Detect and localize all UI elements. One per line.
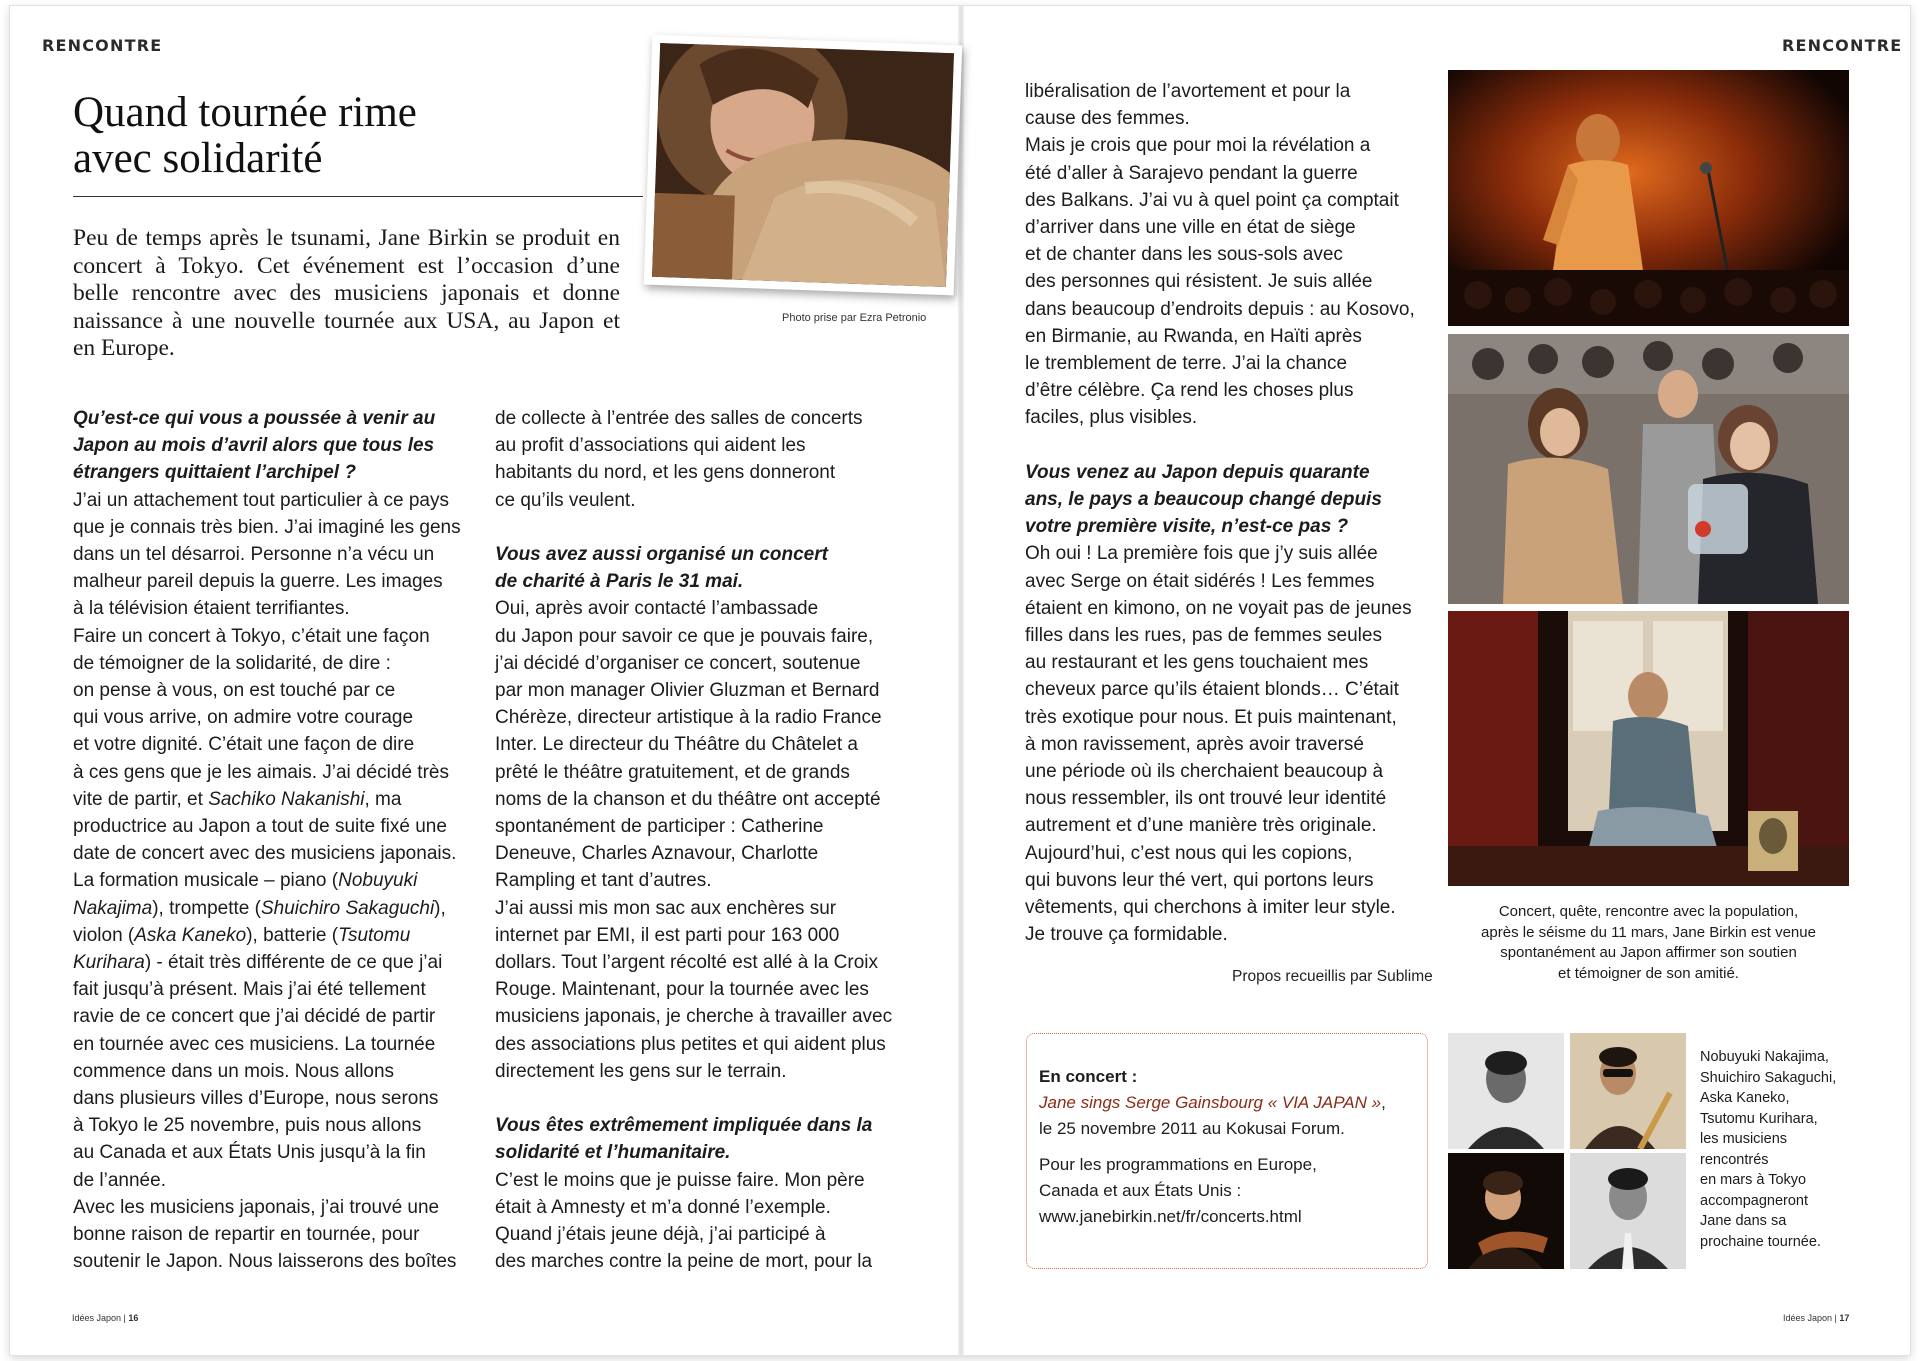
- answer-3-line: des marches contre la peine de mort, pour la: [495, 1251, 873, 1273]
- musician-3-illustration: [1448, 1153, 1564, 1269]
- musician-4-illustration: [1570, 1153, 1686, 1269]
- concert-url[interactable]: www.janebirkin.net/fr/concerts.html: [1039, 1207, 1302, 1226]
- answer-line: de collecte à l’entrée des salles de concerts: [495, 408, 863, 429]
- folio-page-number: 16: [128, 1313, 139, 1323]
- question-4: [1025, 459, 1430, 541]
- answer-1-line: on pense à vous, on est touché par ce: [73, 680, 396, 702]
- musician-portrait-2: [1570, 1033, 1686, 1149]
- name-aska: Aska Kaneko: [134, 924, 247, 946]
- answer-line: habitants du nord, et les gens donneront: [495, 462, 836, 484]
- answer-1-line: que je connais très bien. J’ai imaginé les gens: [73, 516, 461, 538]
- portrait-polaroid: [644, 35, 963, 296]
- answer-2-line: Rampling et tant d’autres.: [495, 870, 712, 892]
- question-3-line-2: solidarité et l’humanitaire.: [495, 1142, 731, 1164]
- answer-1-line: qui vous arrive, on admire votre courage: [73, 707, 414, 729]
- answer-line: cause des femmes.: [1025, 108, 1190, 130]
- answer-4-line: avec Serge on était sidérés ! Les femmes: [1025, 570, 1375, 592]
- answer-4-line: Oh oui ! La première fois que j’y suis allée: [1025, 543, 1378, 565]
- name-sachiko: Sachiko Nakanishi: [208, 788, 365, 810]
- question-1-line-2: Japon au mois d’avril alors que tous les: [73, 435, 435, 457]
- musician-portrait-1: [1448, 1033, 1564, 1149]
- answer-3: [495, 1167, 900, 1276]
- name-nakajima: Nakajima: [73, 897, 153, 919]
- title-line-2: avec solidarité: [73, 135, 323, 182]
- answer-4-line: une période où ils cherchaient beaucoup à: [1025, 761, 1384, 783]
- answer-1-line: ), batterie (: [246, 924, 339, 946]
- answer-1-line: violon (: [73, 924, 135, 946]
- answer-line: des Balkans. J’ai vu à quel point ça comptait: [1025, 189, 1399, 211]
- caption-line: et témoigner de son amitié.: [1558, 964, 1739, 982]
- title-line-1: Quand tournée rime: [73, 89, 417, 136]
- paragraph-gap: [1025, 432, 1430, 459]
- answer-line: et de chanter dans les sous-sols avec: [1025, 244, 1343, 266]
- answer-2-line: Oui, après avoir contacté l’ambassade: [495, 598, 819, 620]
- photos-caption: [1448, 902, 1849, 984]
- answer-4-line: qui buvons leur thé vert, qui portons leurs: [1025, 869, 1374, 891]
- answer-1-line: ravie de ce concert que j’ai décidé de partir: [73, 1006, 436, 1028]
- answer-1-line: , ma: [364, 788, 402, 810]
- answer-2-line: des associations plus petites et qui aident plus: [495, 1033, 886, 1055]
- answer-1-line: Faire un concert à Tokyo, c’était une façon: [73, 625, 430, 647]
- answer-1-line: productrice au Japon a tout de suite fixé une: [73, 816, 447, 838]
- answer-line: été d’aller à Sarajevo pendant la guerre: [1025, 162, 1358, 184]
- answer-3-continued: [1025, 78, 1430, 432]
- musician-portrait-4: [1570, 1153, 1686, 1269]
- question-4-line-2: ans, le pays a beaucoup changé depuis: [1025, 489, 1382, 511]
- section-label-right: RENCONTRE: [1782, 36, 1903, 55]
- answer-1-line: commence dans un mois. Nous allons: [73, 1060, 395, 1082]
- answer-1-line: à la télévision étaient terrifiantes.: [73, 598, 350, 620]
- answer-1-line: J’ai un attachement tout particulier à ce pays: [73, 489, 449, 511]
- article-column-1: [73, 405, 473, 1276]
- question-1-line-3: étrangers quittaient l’archipel ?: [73, 462, 356, 484]
- musicians-caption-line: Shuichiro Sakaguchi,: [1700, 1069, 1837, 1086]
- answer-1-line: bonne raison de repartir en tournée, pour: [73, 1224, 420, 1246]
- answer-1-line: dans un tel désarroi. Personne n’a vécu un: [73, 544, 435, 566]
- title-rule: [73, 196, 643, 197]
- answer-1-line: à ces gens que je les aimais. J’ai décidé très: [73, 761, 449, 783]
- answer-4-line: à mon ravissement, après avoir traversé: [1025, 733, 1364, 755]
- concert-show-suffix: ,: [1381, 1093, 1386, 1112]
- answer-line: d’être célèbre. Ça rend les choses plus: [1025, 380, 1354, 402]
- musicians-caption-line: Nobuyuki Nakajima,: [1700, 1049, 1829, 1065]
- answer-1: [73, 487, 473, 1276]
- answer-3-line: Quand j’étais jeune déjà, j’ai participé à: [495, 1224, 826, 1246]
- answer-line: faciles, plus visibles.: [1025, 407, 1198, 429]
- answer-1-line: ),: [434, 897, 446, 919]
- answer-4-line: Aujourd’hui, c’est nous qui les copions,: [1025, 842, 1353, 864]
- folio-page-number: 17: [1839, 1313, 1850, 1323]
- question-2-line-2: de charité à Paris le 31 mai.: [495, 571, 744, 593]
- answer-4-line: cheveux parce qu’ils étaient blonds… C’était: [1025, 679, 1399, 701]
- answer-2-line: du Japon pour savoir ce que je pouvais faire,: [495, 625, 874, 647]
- answer-line: le tremblement de terre. J’ai la chance: [1025, 353, 1348, 375]
- concert-show-title: Jane sings Serge Gainsbourg « VIA JAPAN »: [1039, 1093, 1382, 1112]
- page-gutter: [958, 6, 964, 1355]
- caption-line: spontanément au Japon affirmer son soutien: [1500, 944, 1797, 961]
- answer-2-line: internet par EMI, il est parti pour 163 000: [495, 924, 840, 946]
- street-collection-illustration: [1448, 334, 1849, 604]
- answer-line: d’arriver dans une ville en état de siège: [1025, 217, 1356, 239]
- question-3-line-1: Vous êtes extrêmement impliquée dans la: [495, 1115, 873, 1137]
- question-3: [495, 1112, 900, 1166]
- musicians-caption-line: Jane dans sa: [1700, 1213, 1787, 1229]
- concert-info-line-1: Pour les programmations en Europe,: [1039, 1155, 1317, 1174]
- musician-2-illustration: [1570, 1033, 1686, 1149]
- answer-4-line: étaient en kimono, on ne voyait pas de jeunes: [1025, 597, 1412, 619]
- answer-1-line: de l’année.: [73, 1169, 166, 1191]
- musicians-caption-line: rencontrés: [1700, 1151, 1769, 1168]
- concert-stage-illustration: [1448, 70, 1849, 326]
- answer-1-line: La formation musicale – piano (: [73, 870, 339, 892]
- musicians-caption-line: Tsutomu Kurihara,: [1700, 1110, 1818, 1127]
- answer-2: [495, 595, 900, 1085]
- musicians-caption: [1700, 1047, 1848, 1252]
- answer-line: dans beaucoup d’endroits depuis : au Kosovo,: [1025, 298, 1415, 320]
- answer-3-line: C’est le moins que je puisse faire. Mon père: [495, 1169, 865, 1191]
- answer-1-line: malheur pareil depuis la guerre. Les images: [73, 571, 443, 593]
- question-1-line-1: Qu’est-ce qui vous a poussée à venir au: [73, 408, 436, 429]
- concert-stage-photo: [1448, 70, 1849, 326]
- interview-byline: Propos recueillis par Sublime: [1232, 968, 1433, 985]
- answer-line: Mais je crois que pour moi la révélation a: [1025, 135, 1371, 157]
- name-kurihara: Kurihara: [73, 952, 145, 974]
- folio-right: [1783, 1313, 1849, 1323]
- photo-credit: Photo prise par Ezra Petronio: [782, 312, 927, 324]
- answer-2-line: par mon manager Olivier Gluzman et Bernard: [495, 680, 880, 702]
- concert-info-box: [1026, 1033, 1428, 1269]
- answer-line: des personnes qui résistent. Je suis allée: [1025, 271, 1373, 293]
- answer-2-line: musiciens japonais, je cherche à travailler avec: [495, 1006, 893, 1028]
- answer-1-line: au Canada et aux États Unis jusqu’à la fin: [73, 1142, 426, 1164]
- answer-line: libéralisation de l’avortement et pour la: [1025, 81, 1351, 102]
- answer-4-line: Je trouve ça formidable.: [1025, 924, 1228, 946]
- answer-1-line: ), trompette (: [152, 897, 261, 919]
- concert-info-line-2: Canada et aux États Unis :: [1039, 1181, 1242, 1200]
- answer-2-line: j’ai décidé d’organiser ce concert, soutenue: [495, 652, 861, 674]
- question-4-line-3: votre première visite, n’est-ce pas ?: [1025, 516, 1349, 538]
- portrait-photo-illustration: [652, 43, 954, 287]
- answer-line: ce qu’ils veulent.: [495, 489, 636, 511]
- question-2: [495, 541, 900, 595]
- article-title: [73, 90, 633, 182]
- caption-line: après le séisme du 11 mars, Jane Birkin est venue: [1481, 923, 1816, 941]
- paragraph-gap: [495, 514, 900, 541]
- answer-2-line: Inter. Le directeur du Théâtre du Châtelet a: [495, 734, 858, 756]
- musicians-caption-line: prochaine tournée.: [1700, 1233, 1821, 1250]
- question-1: [73, 405, 473, 487]
- article-column-3: [1025, 78, 1430, 948]
- folio-left: [72, 1313, 138, 1323]
- answer-2-line: prêté le théâtre gratuitement, et de grands: [495, 761, 850, 783]
- answer-4-line: filles dans les rues, pas de femmes seules: [1025, 625, 1382, 647]
- answer-1-line: à Tokyo le 25 novembre, puis nous allons: [73, 1115, 422, 1137]
- caption-line: Concert, quête, rencontre avec la population,: [1498, 903, 1799, 920]
- answer-1-line: Avec les musiciens japonais, j’ai trouvé une: [73, 1196, 440, 1218]
- article-intro: Peu de temps après le tsunami, Jane Birkin se produit en concert à Tokyo. Cet événement est l’occasion d’une belle rencontre avec des musiciens japonais et donne naissance à une nouvelle tournée aux USA, au Japon et en Europe.: [73, 225, 620, 361]
- answer-1-line: en tournée avec ces musiciens. La tournée: [73, 1033, 436, 1055]
- folio-magazine: Idées Japon |: [72, 1313, 126, 1323]
- name-nobuyuki: Nobuyuki: [338, 870, 418, 892]
- section-label-left: RENCONTRE: [42, 36, 163, 55]
- folio-magazine: Idées Japon |: [1783, 1313, 1837, 1323]
- answer-1-line: et votre dignité. C’était une façon de dire: [73, 734, 415, 756]
- answer-4-line: vêtements, qui cherchons à imiter leur style.: [1025, 897, 1396, 919]
- street-collection-photo: [1448, 334, 1849, 604]
- article-column-2: [495, 405, 900, 1275]
- answer-2-line: Chérèze, directeur artistique à la radio France: [495, 707, 882, 729]
- paragraph-gap: [495, 1085, 900, 1112]
- answer-2-line: noms de la chanson et du théâtre ont accepté: [495, 788, 881, 810]
- answer-line: en Birmanie, au Rwanda, en Haïti après: [1025, 325, 1362, 347]
- portrait-photo: [652, 43, 954, 287]
- answer-4-line: au restaurant et les gens touchaient mes: [1025, 652, 1369, 674]
- musicians-caption-line: les musiciens: [1700, 1131, 1788, 1147]
- concert-date: le 25 novembre 2011 au Kokusai Forum.: [1039, 1119, 1345, 1138]
- musician-portrait-3: [1448, 1153, 1564, 1269]
- concert-box-spacer: [1039, 1142, 1415, 1152]
- answer-1-line: fait jusqu’à présent. Mais j’ai été tellement: [73, 979, 426, 1001]
- concert-box-title: En concert :: [1039, 1067, 1138, 1086]
- answer-4-line: très exotique pour nous. Et puis maintenant,: [1025, 706, 1397, 728]
- answer-1-line: date de concert avec des musiciens japonais.: [73, 843, 457, 865]
- answer-2-line: dollars. Tout l’argent récolté est allé à la Croix: [495, 952, 879, 974]
- question-4-line-1: Vous venez au Japon depuis quarante: [1025, 461, 1370, 483]
- answer-4: [1025, 540, 1430, 948]
- answer-1-line: de témoigner de la solidarité, de dire :: [73, 652, 391, 674]
- window-portrait-photo: [1448, 611, 1849, 886]
- answer-1-line: dans plusieurs villes d’Europe, nous serons: [73, 1088, 439, 1110]
- musicians-caption-line: en mars à Tokyo: [1700, 1172, 1807, 1188]
- name-tsutomu: Tsutomu: [338, 924, 411, 946]
- answer-1-line: ) - était très différente de ce que j’ai: [144, 952, 443, 974]
- window-portrait-illustration: [1448, 611, 1849, 886]
- answer-2-line: spontanément de participer : Catherine: [495, 816, 824, 838]
- answer-1-continued: [495, 405, 900, 514]
- musicians-caption-line: Aska Kaneko,: [1700, 1090, 1790, 1106]
- answer-4-line: autrement et d’une manière très originale.: [1025, 815, 1377, 837]
- musicians-caption-line: accompagneront: [1700, 1192, 1809, 1209]
- answer-2-line: directement les gens sur le terrain.: [495, 1060, 787, 1082]
- name-shuichiro: Shuichiro Sakaguchi: [260, 897, 435, 919]
- question-2-line-1: Vous avez aussi organisé un concert: [495, 544, 828, 565]
- answer-line: au profit d’associations qui aident les: [495, 435, 806, 457]
- answer-4-line: nous ressembler, ils ont trouvé leur identité: [1025, 788, 1387, 810]
- musician-1-illustration: [1448, 1033, 1564, 1149]
- answer-1-line: soutenir le Japon. Nous laisserons des boîtes: [73, 1251, 457, 1273]
- answer-2-line: Deneuve, Charles Aznavour, Charlotte: [495, 843, 819, 865]
- concert-show-line: [1039, 1090, 1415, 1116]
- answer-3-line: était à Amnesty et m’a donné l’exemple.: [495, 1196, 831, 1218]
- answer-2-line: Rouge. Maintenant, pour la tournée avec les: [495, 979, 869, 1001]
- answer-1-line: vite de partir, et: [73, 788, 209, 810]
- answer-2-line: J’ai aussi mis mon sac aux enchères sur: [495, 897, 837, 919]
